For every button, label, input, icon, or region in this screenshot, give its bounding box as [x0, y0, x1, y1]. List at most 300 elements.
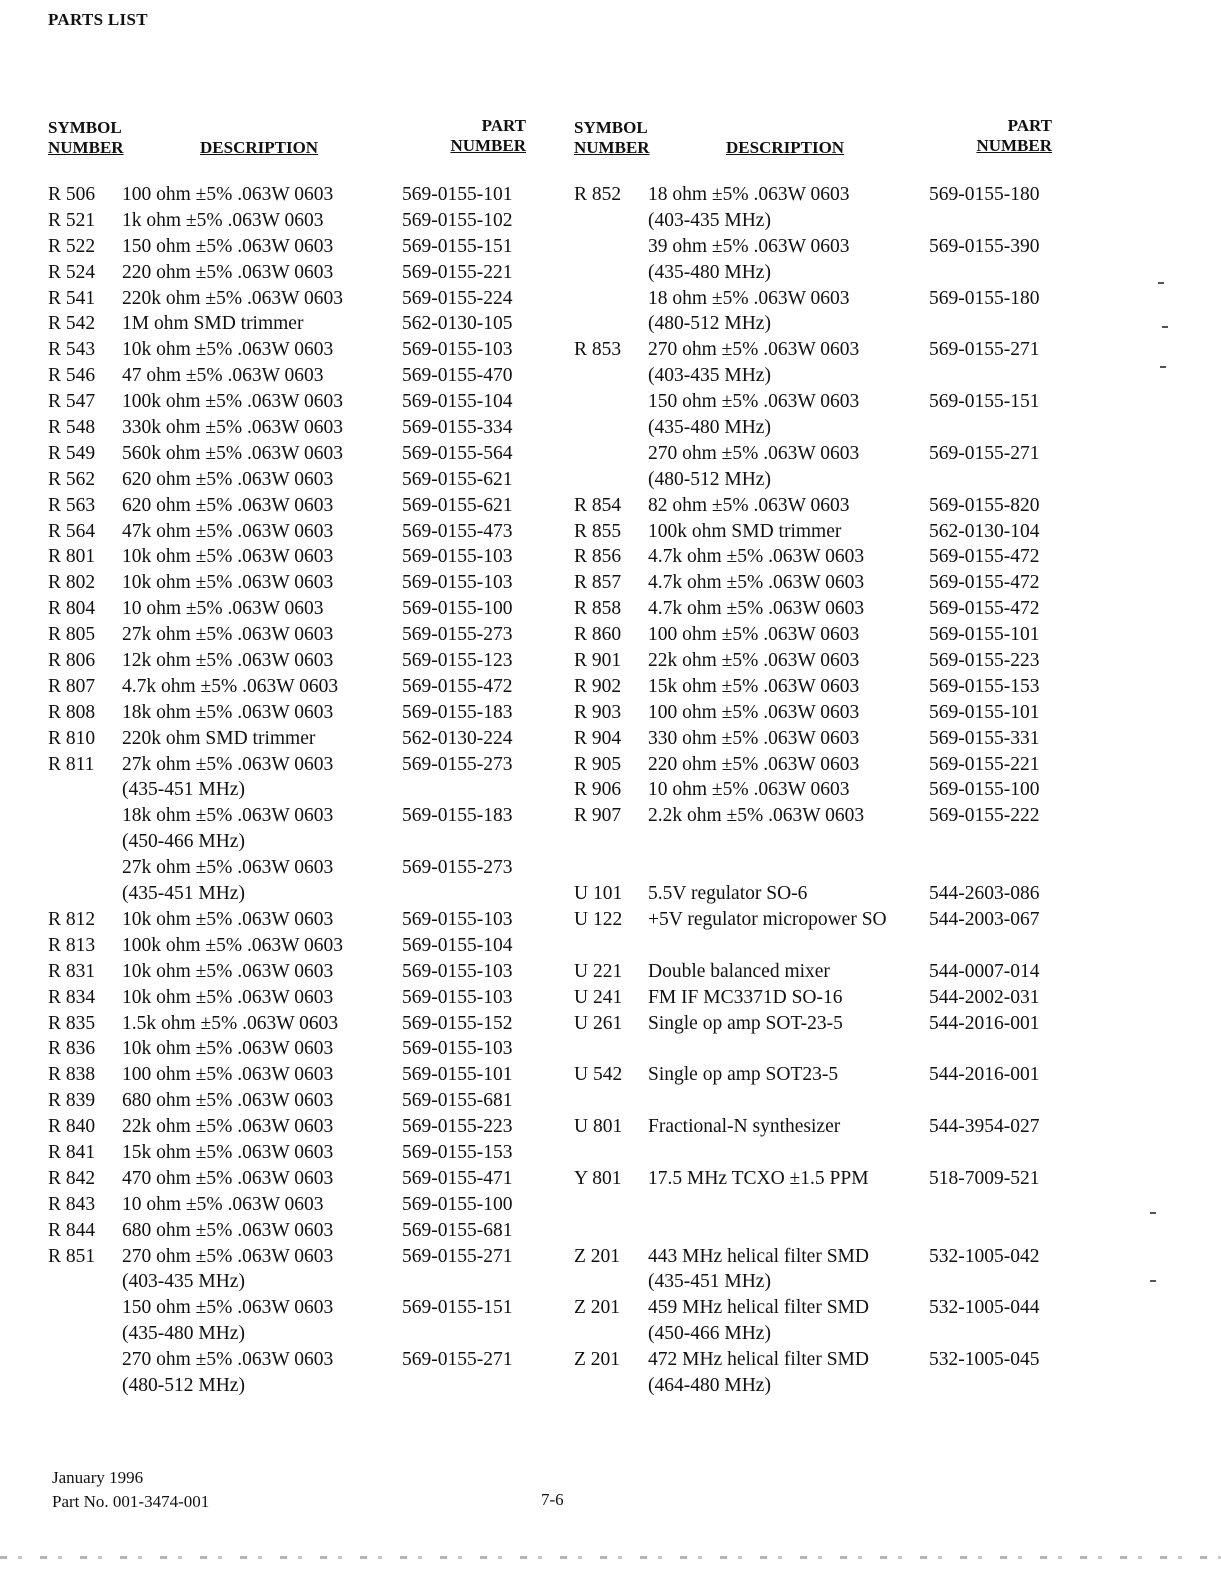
symbol-cell: R 902: [574, 675, 622, 697]
parts-row: [574, 208, 1064, 234]
parts-row: [574, 311, 1064, 337]
symbol-cell: R 834: [48, 986, 96, 1008]
symbol-cell: R 840: [48, 1116, 96, 1138]
description-cell: 18k ohm ±5% .063W 0603: [122, 805, 334, 827]
parts-row: [48, 493, 538, 519]
parts-row: [48, 1295, 538, 1321]
parts-row: [574, 544, 1064, 570]
part-number-cell: 569-0155-271: [929, 339, 1040, 361]
description-cell: 330 ohm ±5% .063W 0603: [648, 727, 860, 749]
symbol-cell: R 858: [574, 598, 622, 620]
parts-row: [48, 829, 538, 855]
scan-speck: [1158, 282, 1164, 284]
part-number-cell: 544-0007-014: [929, 960, 1040, 982]
symbol-cell: R 562: [48, 468, 96, 490]
description-cell: 47 ohm ±5% .063W 0603: [122, 365, 324, 387]
parts-column-right: [574, 116, 1064, 1396]
parts-row: [574, 1166, 1064, 1192]
part-number-cell: 569-0155-471: [402, 1167, 513, 1189]
parts-row: [48, 622, 538, 648]
parts-row: [574, 1114, 1064, 1140]
parts-row: [574, 1218, 1064, 1244]
description-cell: 100k ohm ±5% .063W 0603: [122, 391, 344, 413]
part-number-cell: 569-0155-331: [929, 727, 1040, 749]
description-cell: 10k ohm ±5% .063W 0603: [122, 908, 334, 930]
description-cell: 680 ohm ±5% .063W 0603: [122, 1219, 334, 1241]
description-cell: 270 ohm ±5% .063W 0603: [648, 442, 860, 464]
description-cell: 270 ohm ±5% .063W 0603: [122, 1349, 334, 1371]
description-cell: (403-435 MHz): [648, 209, 771, 231]
parts-row: [574, 1062, 1064, 1088]
part-number-cell: 569-0155-472: [929, 546, 1040, 568]
part-number-cell: 569-0155-222: [929, 805, 1040, 827]
parts-row: [574, 493, 1064, 519]
parts-row: [574, 1088, 1064, 1114]
part-number-cell: 569-0155-681: [402, 1090, 513, 1112]
description-cell: 1M ohm SMD trimmer: [122, 313, 304, 335]
description-cell: 27k ohm ±5% .063W 0603: [122, 753, 334, 775]
part-number-cell: 569-0155-100: [402, 1193, 513, 1215]
description-cell: Single op amp SOT-23-5: [648, 1012, 843, 1034]
part-number-cell: 569-0155-103: [402, 960, 513, 982]
description-cell: 100k ohm ±5% .063W 0603: [122, 934, 344, 956]
parts-row: [574, 1347, 1064, 1373]
description-cell: 620 ohm ±5% .063W 0603: [122, 468, 334, 490]
description-cell: 150 ohm ±5% .063W 0603: [648, 391, 860, 413]
symbol-cell: U 801: [574, 1116, 623, 1138]
description-cell: 5.5V regulator SO-6: [648, 883, 808, 905]
description-cell: (450-466 MHz): [648, 1323, 771, 1345]
scan-speck: [1162, 326, 1168, 328]
description-cell: (435-451 MHz): [122, 883, 245, 905]
description-cell: 270 ohm ±5% .063W 0603: [648, 339, 860, 361]
header-number: NUMBER: [574, 138, 650, 157]
part-number-cell: 562-0130-224: [402, 727, 513, 749]
symbol-cell: R 836: [48, 1038, 96, 1060]
description-cell: 47k ohm ±5% .063W 0603: [122, 520, 334, 542]
symbol-cell: U 122: [574, 908, 623, 930]
symbol-cell: R 841: [48, 1141, 96, 1163]
part-number-cell: 569-0155-221: [929, 753, 1040, 775]
description-cell: (480-512 MHz): [122, 1374, 245, 1396]
symbol-cell: R 541: [48, 287, 96, 309]
part-number-cell: 569-0155-101: [929, 624, 1040, 646]
parts-row: [48, 234, 538, 260]
part-number-cell: 569-0155-271: [929, 442, 1040, 464]
part-number-cell: 569-0155-621: [402, 494, 513, 516]
description-cell: 82 ohm ±5% .063W 0603: [648, 494, 850, 516]
symbol-cell: U 101: [574, 883, 623, 905]
symbol-cell: R 854: [574, 494, 622, 516]
parts-row: [574, 1373, 1064, 1399]
parts-row: [574, 855, 1064, 881]
symbol-cell: R 807: [48, 675, 96, 697]
parts-row: [574, 1295, 1064, 1321]
description-cell: (435-451 MHz): [122, 779, 245, 801]
description-cell: 1.5k ohm ±5% .063W 0603: [122, 1012, 339, 1034]
parts-row: [574, 363, 1064, 389]
header-part-number: NUMBER: [976, 136, 1052, 155]
symbol-cell: R 805: [48, 624, 96, 646]
description-cell: (403-435 MHz): [122, 1271, 245, 1293]
parts-row: [48, 1244, 538, 1270]
symbol-cell: R 549: [48, 442, 96, 464]
part-number-cell: 569-0155-151: [402, 1297, 513, 1319]
symbol-cell: R 808: [48, 701, 96, 723]
symbol-cell: R 860: [574, 624, 622, 646]
parts-row: [48, 596, 538, 622]
description-cell: 18 ohm ±5% .063W 0603: [648, 287, 850, 309]
parts-row: [574, 933, 1064, 959]
description-cell: 10k ohm ±5% .063W 0603: [122, 1038, 334, 1060]
parts-row: [574, 1192, 1064, 1218]
symbol-cell: R 810: [48, 727, 96, 749]
description-cell: 10k ohm ±5% .063W 0603: [122, 572, 334, 594]
parts-row: [48, 700, 538, 726]
description-cell: 680 ohm ±5% .063W 0603: [122, 1090, 334, 1112]
parts-row: [574, 467, 1064, 493]
parts-row: [48, 208, 538, 234]
parts-row: [48, 933, 538, 959]
description-cell: 220k ohm SMD trimmer: [122, 727, 316, 749]
description-cell: Double balanced mixer: [648, 960, 830, 982]
symbol-cell: R 856: [574, 546, 622, 568]
symbol-cell: R 907: [574, 805, 622, 827]
parts-row: [48, 1269, 538, 1295]
parts-row: [574, 674, 1064, 700]
symbol-cell: R 813: [48, 934, 96, 956]
part-number-cell: 532-1005-045: [929, 1349, 1040, 1371]
parts-row: [574, 234, 1064, 260]
description-cell: 17.5 MHz TCXO ±1.5 PPM: [648, 1167, 869, 1189]
description-cell: 10k ohm ±5% .063W 0603: [122, 546, 334, 568]
part-number-cell: 569-0155-820: [929, 494, 1040, 516]
description-cell: (480-512 MHz): [648, 468, 771, 490]
header-part: PART: [1007, 116, 1052, 135]
part-number-cell: 569-0155-101: [402, 184, 513, 205]
description-cell: 10k ohm ±5% .063W 0603: [122, 339, 334, 361]
description-cell: 150 ohm ±5% .063W 0603: [122, 235, 334, 257]
parts-row: [574, 881, 1064, 907]
parts-row: [48, 1166, 538, 1192]
description-cell: 4.7k ohm ±5% .063W 0603: [648, 546, 865, 568]
part-number-cell: 569-0155-152: [402, 1012, 513, 1034]
parts-row: [574, 596, 1064, 622]
scan-speck: [1150, 1280, 1156, 1282]
part-number-cell: 569-0155-390: [929, 235, 1040, 257]
symbol-cell: R 806: [48, 650, 96, 672]
description-cell: 18k ohm ±5% .063W 0603: [122, 701, 334, 723]
part-number-cell: 569-0155-104: [402, 934, 513, 956]
part-number-cell: 569-0155-103: [402, 986, 513, 1008]
part-number-cell: 569-0155-334: [402, 417, 513, 439]
symbol-cell: R 546: [48, 365, 96, 387]
part-number-cell: 569-0155-180: [929, 287, 1040, 309]
description-cell: 10k ohm ±5% .063W 0603: [122, 986, 334, 1008]
description-cell: 15k ohm ±5% .063W 0603: [122, 1141, 334, 1163]
symbol-cell: R 905: [574, 753, 622, 775]
part-number-cell: 569-0155-103: [402, 572, 513, 594]
description-cell: (450-466 MHz): [122, 831, 245, 853]
parts-row: [48, 752, 538, 778]
description-cell: (435-480 MHz): [122, 1323, 245, 1345]
parts-row: [574, 1269, 1064, 1295]
part-number-cell: 569-0155-273: [402, 753, 513, 775]
part-number-cell: 544-2016-001: [929, 1012, 1040, 1034]
part-number-cell: 569-0155-472: [929, 598, 1040, 620]
symbol-cell: Z 201: [574, 1245, 621, 1267]
description-cell: (464-480 MHz): [648, 1374, 771, 1396]
symbol-cell: Y 801: [574, 1167, 622, 1189]
parts-row: [574, 1321, 1064, 1347]
symbol-cell: R 853: [574, 339, 622, 361]
description-cell: (435-451 MHz): [648, 1271, 771, 1293]
symbol-cell: R 857: [574, 572, 622, 594]
description-cell: 150 ohm ±5% .063W 0603: [122, 1297, 334, 1319]
symbol-cell: R 812: [48, 908, 96, 930]
symbol-cell: R 548: [48, 417, 96, 439]
description-cell: (435-480 MHz): [648, 261, 771, 283]
part-number-cell: 532-1005-042: [929, 1245, 1040, 1267]
symbol-cell: R 563: [48, 494, 96, 516]
header-part-number: NUMBER: [450, 136, 526, 155]
symbol-cell: R 851: [48, 1245, 96, 1267]
symbol-cell: R 524: [48, 261, 96, 283]
symbol-cell: R 839: [48, 1090, 96, 1112]
part-number-cell: 569-0155-180: [929, 184, 1040, 205]
parts-row: [48, 389, 538, 415]
parts-row: [48, 363, 538, 389]
parts-row: [574, 726, 1064, 752]
parts-row: [48, 959, 538, 985]
parts-row: [48, 674, 538, 700]
parts-row: [48, 726, 538, 752]
parts-row: [48, 777, 538, 803]
part-number-cell: 569-0155-101: [929, 701, 1040, 723]
part-number-cell: 544-2603-086: [929, 883, 1040, 905]
part-number-cell: 569-0155-123: [402, 650, 513, 672]
part-number-cell: 569-0155-102: [402, 209, 513, 231]
parts-row: [48, 1114, 538, 1140]
part-number-cell: 544-2016-001: [929, 1064, 1040, 1086]
part-number-cell: 569-0155-273: [402, 857, 513, 879]
symbol-cell: R 904: [574, 727, 622, 749]
description-cell: +5V regulator micropower SO: [648, 908, 887, 930]
description-cell: 560k ohm ±5% .063W 0603: [122, 442, 344, 464]
parts-row: [48, 907, 538, 933]
description-cell: 10 ohm ±5% .063W 0603: [122, 1193, 324, 1215]
part-number-cell: 562-0130-104: [929, 520, 1040, 542]
description-cell: 470 ohm ±5% .063W 0603: [122, 1167, 334, 1189]
symbol-cell: U 241: [574, 986, 623, 1008]
part-number-cell: 569-0155-100: [402, 598, 513, 620]
description-cell: (403-435 MHz): [648, 365, 771, 387]
description-cell: 100k ohm SMD trimmer: [648, 520, 842, 542]
parts-row: [48, 648, 538, 674]
symbol-cell: R 844: [48, 1219, 96, 1241]
symbol-cell: R 564: [48, 520, 96, 542]
parts-row: [48, 1373, 538, 1399]
parts-row: [48, 855, 538, 881]
part-number-cell: 569-0155-564: [402, 442, 513, 464]
parts-row: [48, 985, 538, 1011]
description-cell: 10k ohm ±5% .063W 0603: [122, 960, 334, 982]
page-title: PARTS LIST: [48, 10, 148, 29]
scan-speck: [1160, 366, 1166, 368]
part-number-cell: 569-0155-103: [402, 1038, 513, 1060]
description-cell: Fractional-N synthesizer: [648, 1116, 841, 1138]
part-number-cell: 569-0155-470: [402, 365, 513, 387]
parts-row: [574, 803, 1064, 829]
parts-row: [48, 1192, 538, 1218]
description-cell: 27k ohm ±5% .063W 0603: [122, 857, 334, 879]
parts-row: [48, 544, 538, 570]
parts-row: [574, 415, 1064, 441]
symbol-cell: R 843: [48, 1193, 96, 1215]
symbol-cell: R 855: [574, 520, 622, 542]
parts-row: [48, 260, 538, 286]
column-header: [48, 116, 538, 164]
description-cell: 27k ohm ±5% .063W 0603: [122, 624, 334, 646]
header-number: NUMBER: [48, 138, 124, 157]
symbol-cell: R 521: [48, 209, 96, 231]
part-number-cell: 569-0155-271: [402, 1349, 513, 1371]
part-number-cell: 569-0155-681: [402, 1219, 513, 1241]
description-cell: 4.7k ohm ±5% .063W 0603: [122, 675, 339, 697]
symbol-cell: R 542: [48, 313, 96, 335]
description-cell: 100 ohm ±5% .063W 0603: [122, 1064, 334, 1086]
symbol-cell: U 261: [574, 1012, 623, 1034]
parts-row: [574, 182, 1064, 208]
parts-row: [48, 570, 538, 596]
parts-row: [48, 467, 538, 493]
description-cell: 443 MHz helical filter SMD: [648, 1245, 869, 1267]
parts-row: [48, 1062, 538, 1088]
parts-row: [48, 803, 538, 829]
description-cell: 2.2k ohm ±5% .063W 0603: [648, 805, 865, 827]
parts-row: [574, 1244, 1064, 1270]
parts-row: [48, 1036, 538, 1062]
part-number-cell: 532-1005-044: [929, 1297, 1040, 1319]
parts-row: [574, 985, 1064, 1011]
part-number-cell: 569-0155-103: [402, 908, 513, 930]
description-cell: 12k ohm ±5% .063W 0603: [122, 650, 334, 672]
parts-row: [574, 519, 1064, 545]
parts-row: [48, 1321, 538, 1347]
part-number-cell: 569-0155-221: [402, 261, 513, 283]
scan-speck: [1150, 1212, 1156, 1214]
description-cell: 4.7k ohm ±5% .063W 0603: [648, 598, 865, 620]
parts-row: [48, 519, 538, 545]
part-number-cell: 569-0155-183: [402, 805, 513, 827]
symbol-cell: Z 201: [574, 1349, 621, 1371]
parts-row: [574, 829, 1064, 855]
symbol-cell: R 852: [574, 184, 622, 205]
description-cell: 620 ohm ±5% .063W 0603: [122, 494, 334, 516]
part-number-cell: 569-0155-473: [402, 520, 513, 542]
parts-row: [574, 648, 1064, 674]
description-cell: 459 MHz helical filter SMD: [648, 1297, 869, 1319]
symbol-cell: R 801: [48, 546, 96, 568]
parts-row: [48, 1347, 538, 1373]
parts-row: [574, 777, 1064, 803]
part-number-cell: 569-0155-472: [929, 572, 1040, 594]
part-number-cell: 569-0155-273: [402, 624, 513, 646]
page-number: 7-6: [541, 1490, 564, 1509]
parts-row: [574, 260, 1064, 286]
header-description: DESCRIPTION: [726, 138, 845, 157]
parts-row: [574, 752, 1064, 778]
parts-row: [574, 1011, 1064, 1037]
parts-row: [574, 337, 1064, 363]
symbol-cell: R 842: [48, 1167, 96, 1189]
symbol-cell: R 903: [574, 701, 622, 723]
description-cell: 22k ohm ±5% .063W 0603: [648, 650, 860, 672]
part-number-cell: 569-0155-153: [402, 1141, 513, 1163]
description-cell: 270 ohm ±5% .063W 0603: [122, 1245, 334, 1267]
part-number-cell: 569-0155-224: [402, 287, 513, 309]
part-number-cell: 569-0155-223: [402, 1116, 513, 1138]
description-cell: 10 ohm ±5% .063W 0603: [648, 779, 850, 801]
description-cell: (435-480 MHz): [648, 417, 771, 439]
description-cell: 18 ohm ±5% .063W 0603: [648, 184, 850, 205]
parts-rows-left: [48, 182, 538, 1399]
parts-row: [574, 570, 1064, 596]
part-number-cell: 518-7009-521: [929, 1167, 1040, 1189]
description-cell: Single op amp SOT23-5: [648, 1064, 839, 1086]
description-cell: FM IF MC3371D SO-16: [648, 986, 843, 1008]
parts-row: [574, 286, 1064, 312]
symbol-cell: R 811: [48, 753, 95, 775]
symbol-cell: R 547: [48, 391, 96, 413]
parts-row: [48, 441, 538, 467]
part-number-cell: 569-0155-183: [402, 701, 513, 723]
parts-row: [574, 389, 1064, 415]
part-number-cell: 569-0155-101: [402, 1064, 513, 1086]
part-number-cell: 544-2002-031: [929, 986, 1040, 1008]
parts-row: [48, 415, 538, 441]
symbol-cell: R 522: [48, 235, 96, 257]
part-number-cell: 569-0155-223: [929, 650, 1040, 672]
description-cell: 220 ohm ±5% .063W 0603: [122, 261, 334, 283]
symbol-cell: R 802: [48, 572, 96, 594]
parts-row: [574, 907, 1064, 933]
symbol-cell: R 543: [48, 339, 96, 361]
description-cell: 220 ohm ±5% .063W 0603: [648, 753, 860, 775]
column-header: [574, 116, 1064, 164]
part-number-cell: 569-0155-100: [929, 779, 1040, 801]
part-number-cell: 544-3954-027: [929, 1116, 1040, 1138]
symbol-cell: U 542: [574, 1064, 623, 1086]
parts-row: [48, 337, 538, 363]
part-number-cell: 569-0155-621: [402, 468, 513, 490]
parts-row: [574, 441, 1064, 467]
parts-row: [574, 1140, 1064, 1166]
parts-row: [48, 1140, 538, 1166]
part-number-cell: 569-0155-104: [402, 391, 513, 413]
description-cell: (480-512 MHz): [648, 313, 771, 335]
parts-row: [48, 286, 538, 312]
header-description: DESCRIPTION: [200, 138, 319, 157]
symbol-cell: R 804: [48, 598, 96, 620]
description-cell: 472 MHz helical filter SMD: [648, 1349, 869, 1371]
symbol-cell: R 835: [48, 1012, 96, 1034]
parts-row: [48, 182, 538, 208]
description-cell: 220k ohm ±5% .063W 0603: [122, 287, 344, 309]
scan-artifact-line: [0, 1556, 1221, 1559]
parts-row: [574, 959, 1064, 985]
description-cell: 1k ohm ±5% .063W 0603: [122, 209, 324, 231]
